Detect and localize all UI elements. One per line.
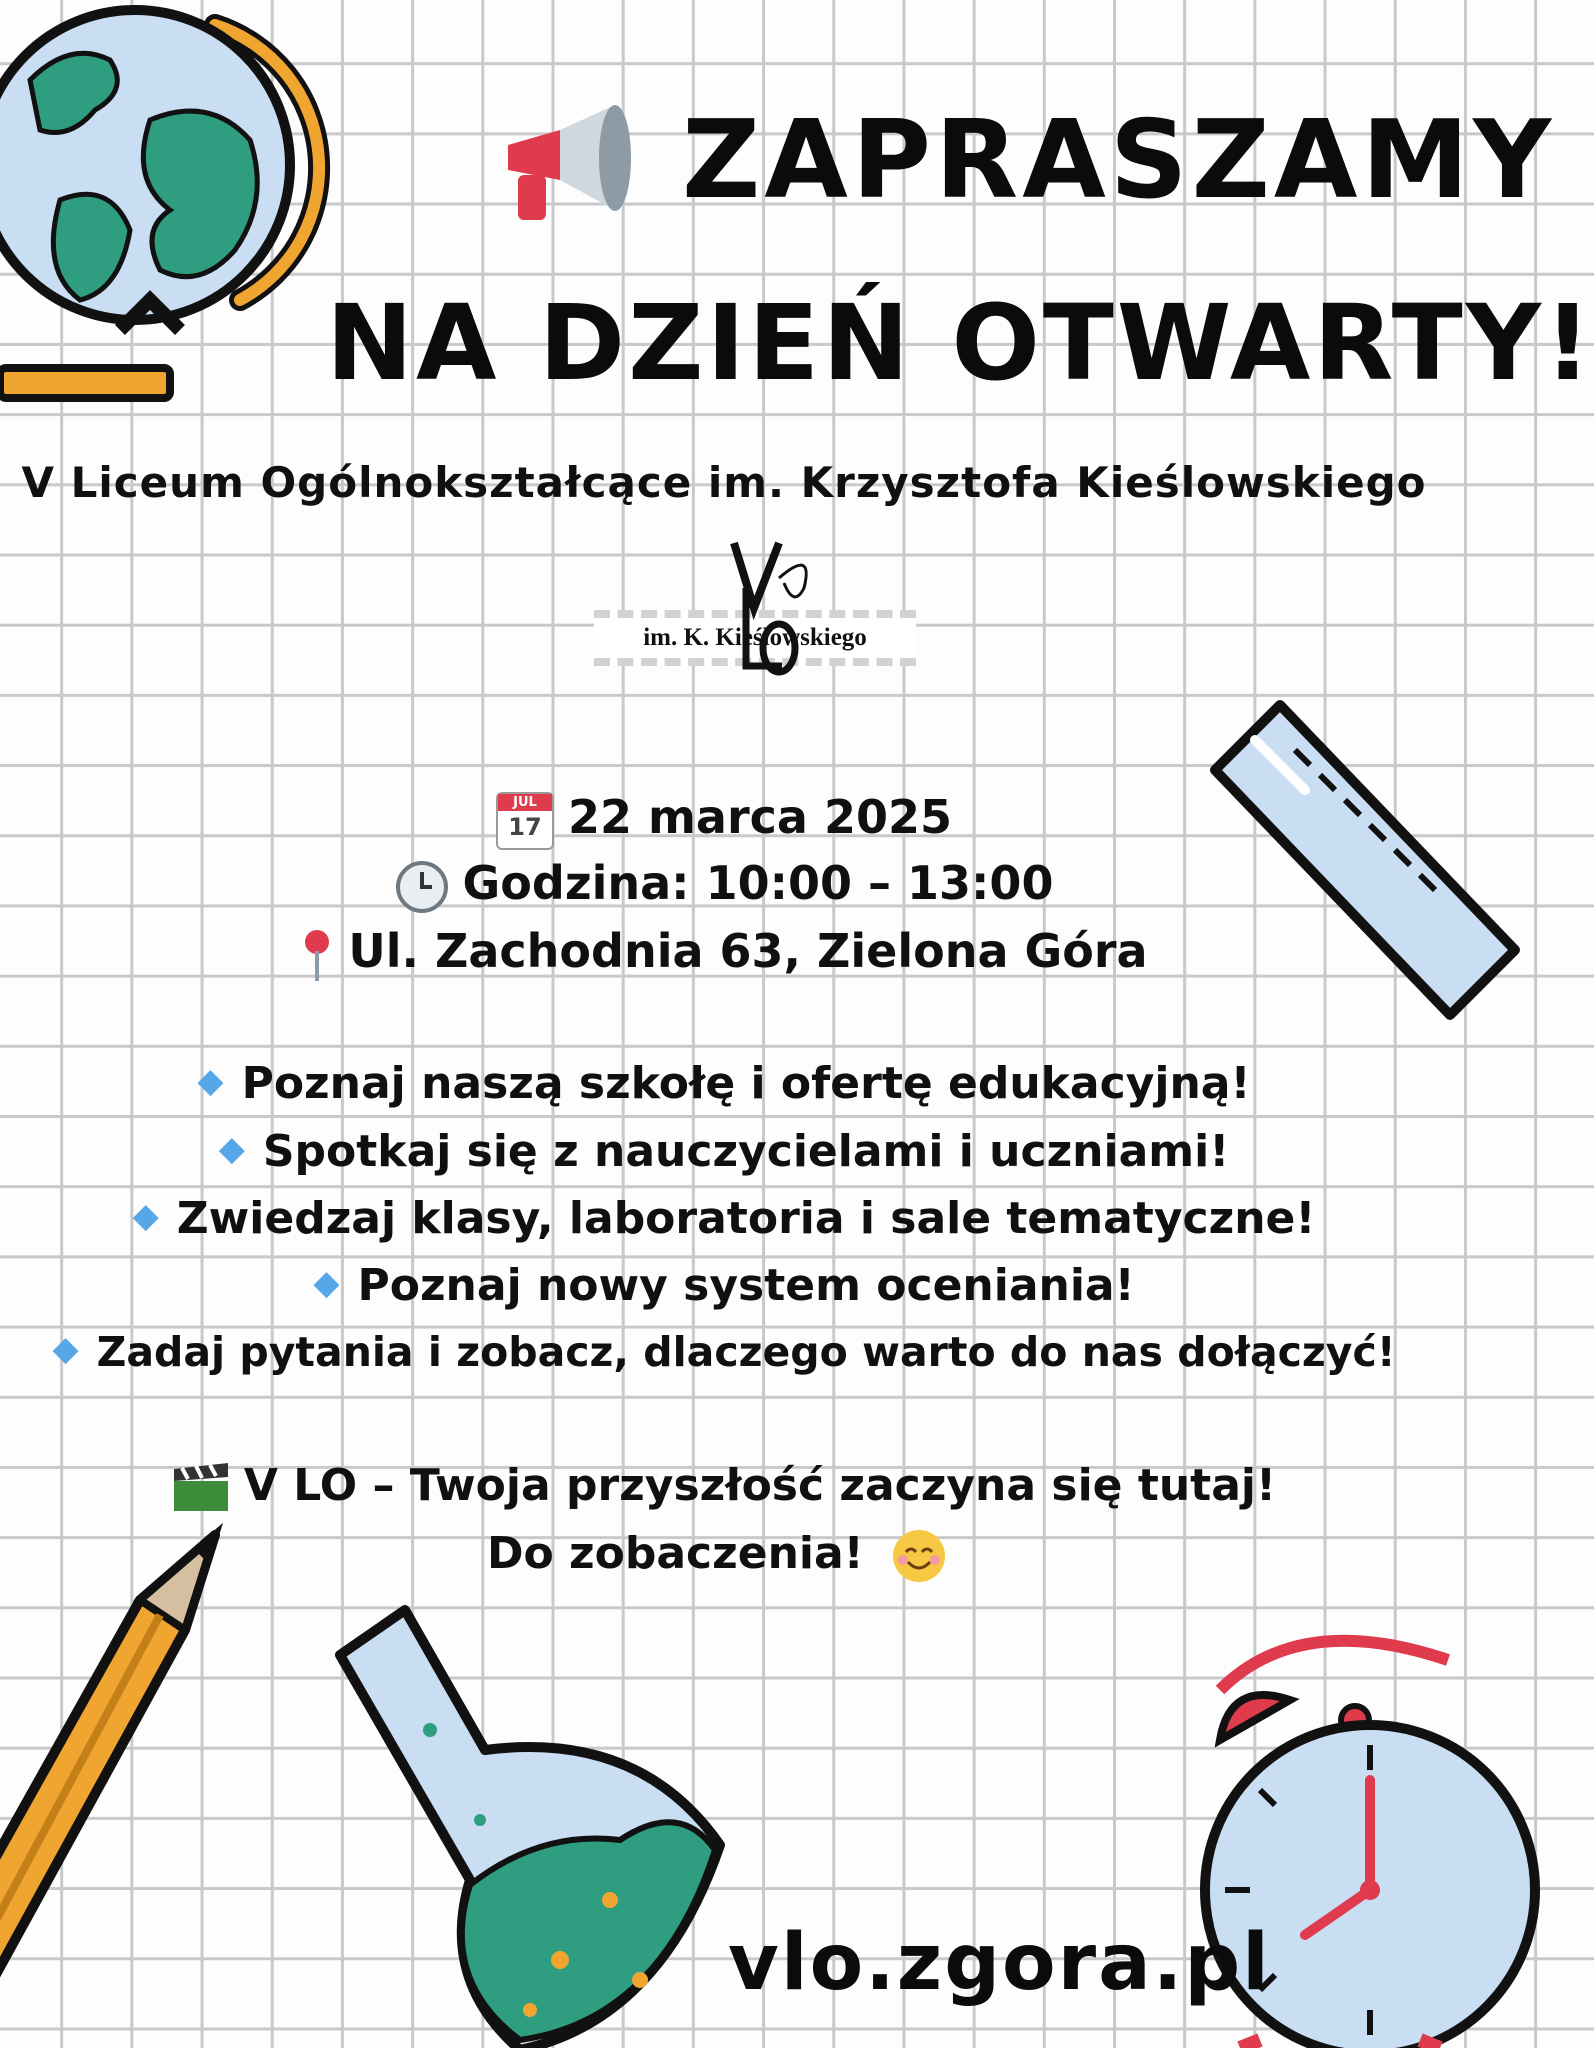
globe-illustration bbox=[0, 0, 360, 420]
event-date-text: 22 marca 2025 bbox=[567, 790, 953, 844]
school-name: V Liceum Ogólnokształcące im. Krzysztofa Kieślowskiego bbox=[21, 458, 1427, 507]
event-time-text: Godzina: 10:00 – 13:00 bbox=[462, 856, 1054, 910]
diamond-icon: ◆ bbox=[132, 1196, 159, 1236]
event-date bbox=[0, 790, 1448, 850]
feature-text: Zwiedzaj klasy, laboratoria i sale tematyczne! bbox=[176, 1193, 1316, 1244]
closing-line-1 bbox=[0, 1460, 1448, 1513]
feature-item-2 bbox=[0, 1126, 1448, 1177]
logo-text: im. K. Kieślowskiego bbox=[643, 624, 867, 651]
diamond-icon: ◆ bbox=[218, 1129, 245, 1169]
pencil-illustration bbox=[0, 1520, 240, 2048]
feature-text: Poznaj naszą szkołę i ofertę edukacyjną! bbox=[241, 1058, 1251, 1109]
feature-text: Poznaj nowy system oceniania! bbox=[357, 1260, 1135, 1311]
feature-text: Spotkaj się z nauczycielami i uczniami! bbox=[262, 1126, 1230, 1177]
event-time bbox=[0, 856, 1448, 914]
clock-icon bbox=[395, 860, 449, 914]
closing-line-1-text: V LO – Twoja przyszłość zaczyna się tutaj! bbox=[243, 1460, 1277, 1511]
feature-text: Zadaj pytania i zobacz, dlaczego warto do nas dołączyć! bbox=[96, 1328, 1396, 1376]
smiling-face-icon bbox=[891, 1528, 947, 1584]
website-url[interactable]: vlo.zgora.pl bbox=[728, 1918, 1271, 2008]
feature-item-5 bbox=[0, 1328, 1448, 1376]
diamond-icon: ◆ bbox=[313, 1263, 340, 1303]
calendar-day: 17 bbox=[508, 812, 542, 841]
calendar-month: JUL bbox=[498, 794, 552, 811]
diamond-icon: ◆ bbox=[52, 1329, 79, 1369]
title-line-2: NA DZIEŃ OTWARTY! bbox=[326, 282, 1594, 404]
flask-illustration bbox=[320, 1600, 740, 2048]
clapperboard-icon bbox=[172, 1463, 230, 1513]
feature-item-4 bbox=[0, 1260, 1448, 1311]
pin-icon bbox=[300, 927, 334, 983]
logo-vlo-mark bbox=[724, 538, 824, 678]
calendar-icon bbox=[496, 792, 554, 850]
event-address bbox=[0, 924, 1448, 983]
closing-line-2-text: Do zobaczenia! bbox=[486, 1528, 864, 1579]
event-address-text: Ul. Zachodnia 63, Zielona Góra bbox=[348, 924, 1148, 978]
feature-item-3 bbox=[0, 1193, 1448, 1244]
title-line-1: ZAPRASZAMY bbox=[682, 98, 1556, 223]
school-logo bbox=[594, 538, 916, 678]
megaphone-icon bbox=[500, 100, 640, 220]
diamond-icon: ◆ bbox=[197, 1061, 224, 1101]
feature-item-1 bbox=[0, 1058, 1448, 1109]
